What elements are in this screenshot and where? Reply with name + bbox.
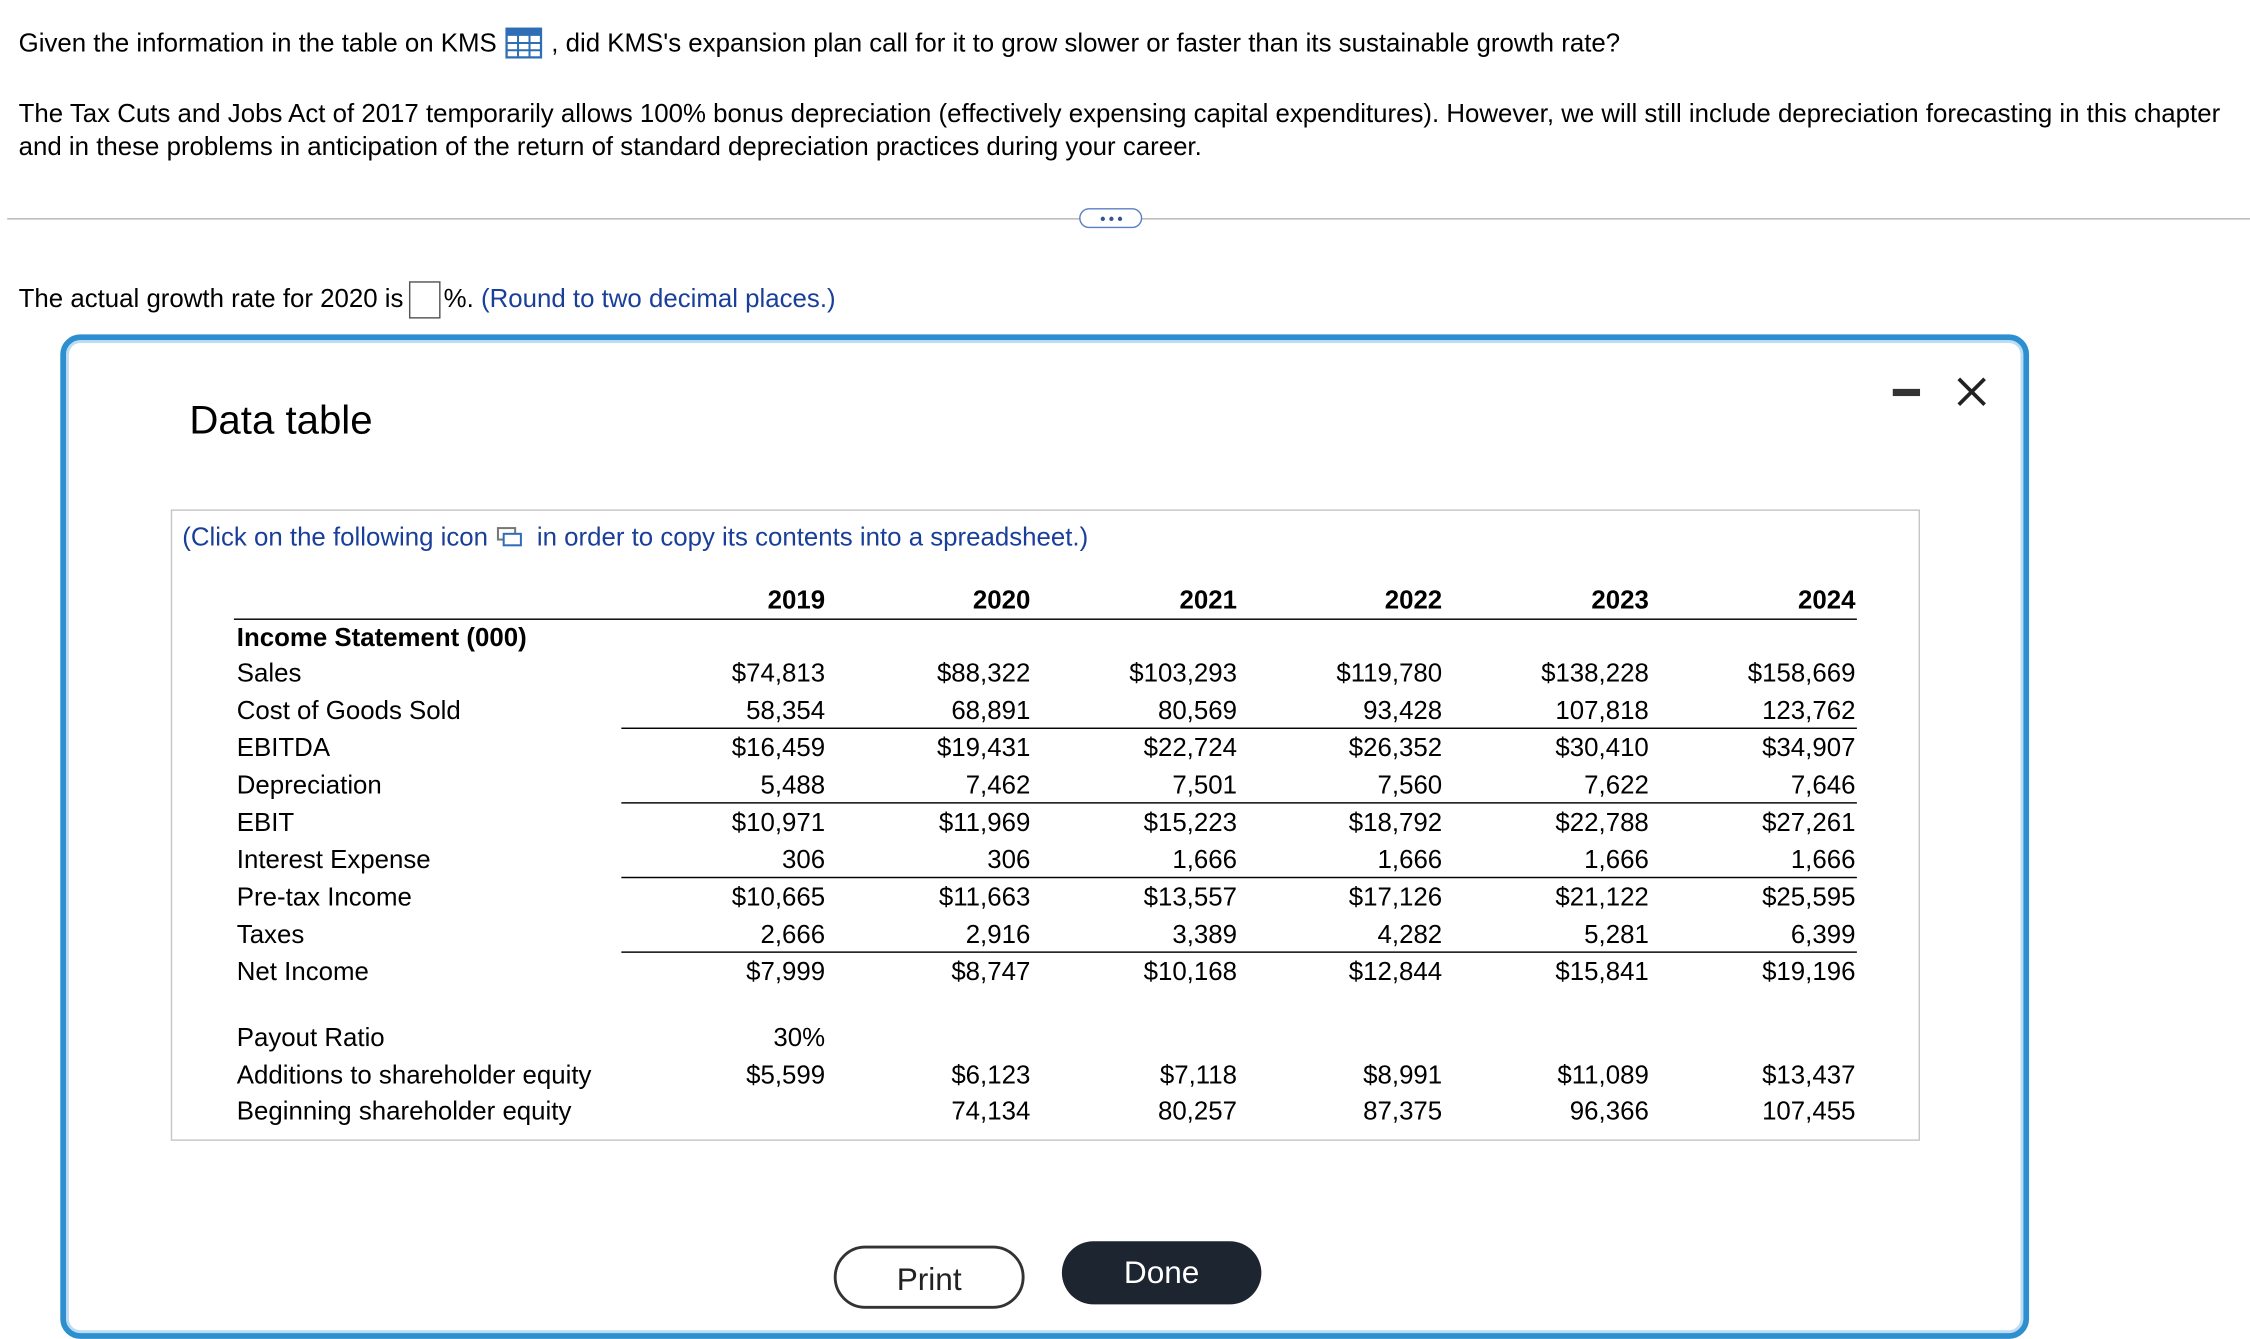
row-label: Payout Ratio — [236, 1023, 385, 1052]
year-header: 2022 — [1384, 585, 1443, 615]
prompt-before: The actual growth rate for 2020 is — [18, 284, 404, 313]
table-cell: $138,228 — [1541, 658, 1649, 688]
table-cell: 1,666 — [1790, 845, 1856, 874]
table-cell: 123,762 — [1762, 695, 1856, 725]
table-cell: $13,557 — [1143, 882, 1237, 912]
table-cell: $25,595 — [1762, 882, 1856, 912]
table-cell: $19,431 — [936, 733, 1031, 762]
row-label: Sales — [236, 658, 302, 688]
table-cell: 7,646 — [1790, 770, 1856, 800]
tax-note: The Tax Cuts and Jobs Act of 2017 temporarily allows 100% bonus depreciation (effectively expensing capital expenditures). However, we will still include depreciation forecasting in this chapter and in these problems in anticipation of the return of standard depreciation practices during your career. — [18, 99, 2221, 161]
table-cell: 93,428 — [1363, 695, 1443, 725]
table-cell: $10,971 — [731, 807, 826, 837]
table-cell: $5,599 — [746, 1060, 826, 1090]
table-cell: 2,666 — [760, 919, 826, 949]
year-header: 2021 — [1179, 585, 1237, 615]
table-cell: $10,665 — [731, 882, 826, 912]
row-label: EBITDA — [236, 733, 331, 762]
subtotal-rule — [621, 877, 1857, 878]
year-header: 2019 — [767, 585, 826, 615]
table-cell: 80,569 — [1157, 695, 1237, 725]
row-label: Cost of Goods Sold — [236, 695, 461, 725]
subtotal-rule — [621, 802, 1857, 803]
modal-title: Data table — [189, 397, 373, 442]
table-cell: $15,223 — [1143, 807, 1237, 837]
table-cell: 107,818 — [1555, 695, 1649, 725]
done-button[interactable]: Done — [1062, 1241, 1261, 1304]
table-cell: $11,089 — [1557, 1060, 1649, 1090]
table-cell: $17,126 — [1348, 882, 1443, 912]
table-cell: $13,437 — [1762, 1060, 1856, 1090]
table-cell: 7,622 — [1584, 770, 1649, 800]
table-cell: 5,488 — [760, 770, 826, 800]
table-cell: 1,666 — [1377, 845, 1443, 874]
row-label: Additions to shareholder equity — [236, 1060, 592, 1090]
answer-prompt — [19, 281, 836, 318]
copy-instruction — [182, 521, 1088, 557]
table-cell: 3,389 — [1172, 919, 1237, 949]
table-cell: $21,122 — [1555, 882, 1649, 912]
table-cell: $12,844 — [1348, 957, 1443, 986]
table-cell: 1,666 — [1584, 845, 1649, 874]
table-cell: $119,780 — [1336, 658, 1443, 688]
table-cell: 7,462 — [965, 770, 1031, 800]
table-cell: $16,459 — [731, 733, 826, 762]
row-label: Depreciation — [236, 770, 382, 800]
table-cell: $30,410 — [1555, 733, 1649, 762]
close-icon[interactable] — [1953, 373, 1990, 410]
table-cell: 1,666 — [1172, 845, 1237, 874]
question-part1: Given the information in the table on KMS — [18, 28, 497, 58]
table-cell: $22,724 — [1143, 733, 1237, 762]
table-container — [171, 509, 1920, 1140]
question-text — [19, 27, 1620, 67]
table-cell: $11,969 — [938, 807, 1031, 837]
copy-after: in order to copy its contents into a spreadsheet.) — [536, 522, 1089, 552]
table-cell: 58,354 — [746, 695, 826, 725]
header-rule — [234, 618, 1857, 619]
year-header: 2024 — [1797, 585, 1856, 615]
table-cell: $15,841 — [1555, 957, 1649, 986]
table-cell: $18,792 — [1348, 807, 1443, 837]
table-cell: $103,293 — [1129, 658, 1237, 688]
copy-spreadsheet-icon[interactable] — [497, 524, 523, 557]
subtotal-rule — [621, 728, 1857, 729]
section-title: Income Statement (000) — [236, 622, 527, 652]
year-header: 2020 — [972, 585, 1031, 615]
table-cell: $7,999 — [746, 957, 826, 986]
table-cell: 96,366 — [1569, 1096, 1649, 1126]
table-cell: 107,455 — [1762, 1096, 1856, 1126]
table-cell: 7,501 — [1172, 770, 1237, 800]
row-label: Taxes — [236, 919, 305, 949]
copy-before: (Click on the following icon — [182, 522, 489, 552]
table-cell: 80,257 — [1157, 1096, 1237, 1126]
table-cell: $6,123 — [951, 1060, 1031, 1090]
question-part2: , did KMS's expansion plan call for it to grow slower or faster than its sustainable growth rate? — [551, 28, 1621, 58]
table-cell: $22,788 — [1555, 807, 1649, 837]
table-cell: 4,282 — [1377, 919, 1443, 949]
row-label: Net Income — [236, 957, 369, 986]
row-label: Interest Expense — [236, 845, 431, 874]
table-cell: 30% — [773, 1023, 826, 1052]
table-cell: $7,118 — [1159, 1060, 1237, 1090]
more-dots-icon[interactable] — [1079, 208, 1142, 228]
table-cell: $8,747 — [951, 957, 1031, 986]
table-cell: 306 — [782, 845, 826, 874]
table-cell: $88,322 — [936, 658, 1031, 688]
row-label: Beginning shareholder equity — [236, 1096, 572, 1126]
prompt-after: %. — [443, 284, 474, 313]
table-cell: $11,663 — [938, 882, 1031, 912]
table-cell: 87,375 — [1363, 1096, 1443, 1126]
row-label: Pre-tax Income — [236, 882, 412, 912]
table-cell: $19,196 — [1762, 957, 1856, 986]
print-button[interactable]: Print — [834, 1246, 1025, 1309]
year-header: 2023 — [1591, 585, 1649, 615]
round-instruction: (Round to two decimal places.) — [480, 284, 836, 313]
table-cell: 6,399 — [1790, 919, 1856, 949]
table-cell: 74,134 — [951, 1096, 1031, 1126]
table-cell: $34,907 — [1762, 733, 1856, 762]
table-grid-icon[interactable] — [505, 27, 542, 67]
table-cell: 68,891 — [951, 695, 1031, 725]
table-cell: $8,991 — [1363, 1060, 1443, 1090]
table-cell: $158,669 — [1747, 658, 1856, 688]
row-label: EBIT — [236, 807, 295, 837]
table-cell: 5,281 — [1584, 919, 1649, 949]
table-cell: 7,560 — [1377, 770, 1443, 800]
table-cell: $26,352 — [1348, 733, 1443, 762]
minimize-icon[interactable] — [1893, 389, 1920, 396]
table-cell: $10,168 — [1143, 957, 1237, 986]
growth-rate-input[interactable] — [409, 281, 441, 318]
table-cell: $27,261 — [1762, 807, 1856, 837]
table-cell: 2,916 — [965, 919, 1031, 949]
table-cell: $74,813 — [731, 658, 826, 688]
table-cell: 306 — [987, 845, 1031, 874]
subtotal-rule — [621, 951, 1857, 952]
